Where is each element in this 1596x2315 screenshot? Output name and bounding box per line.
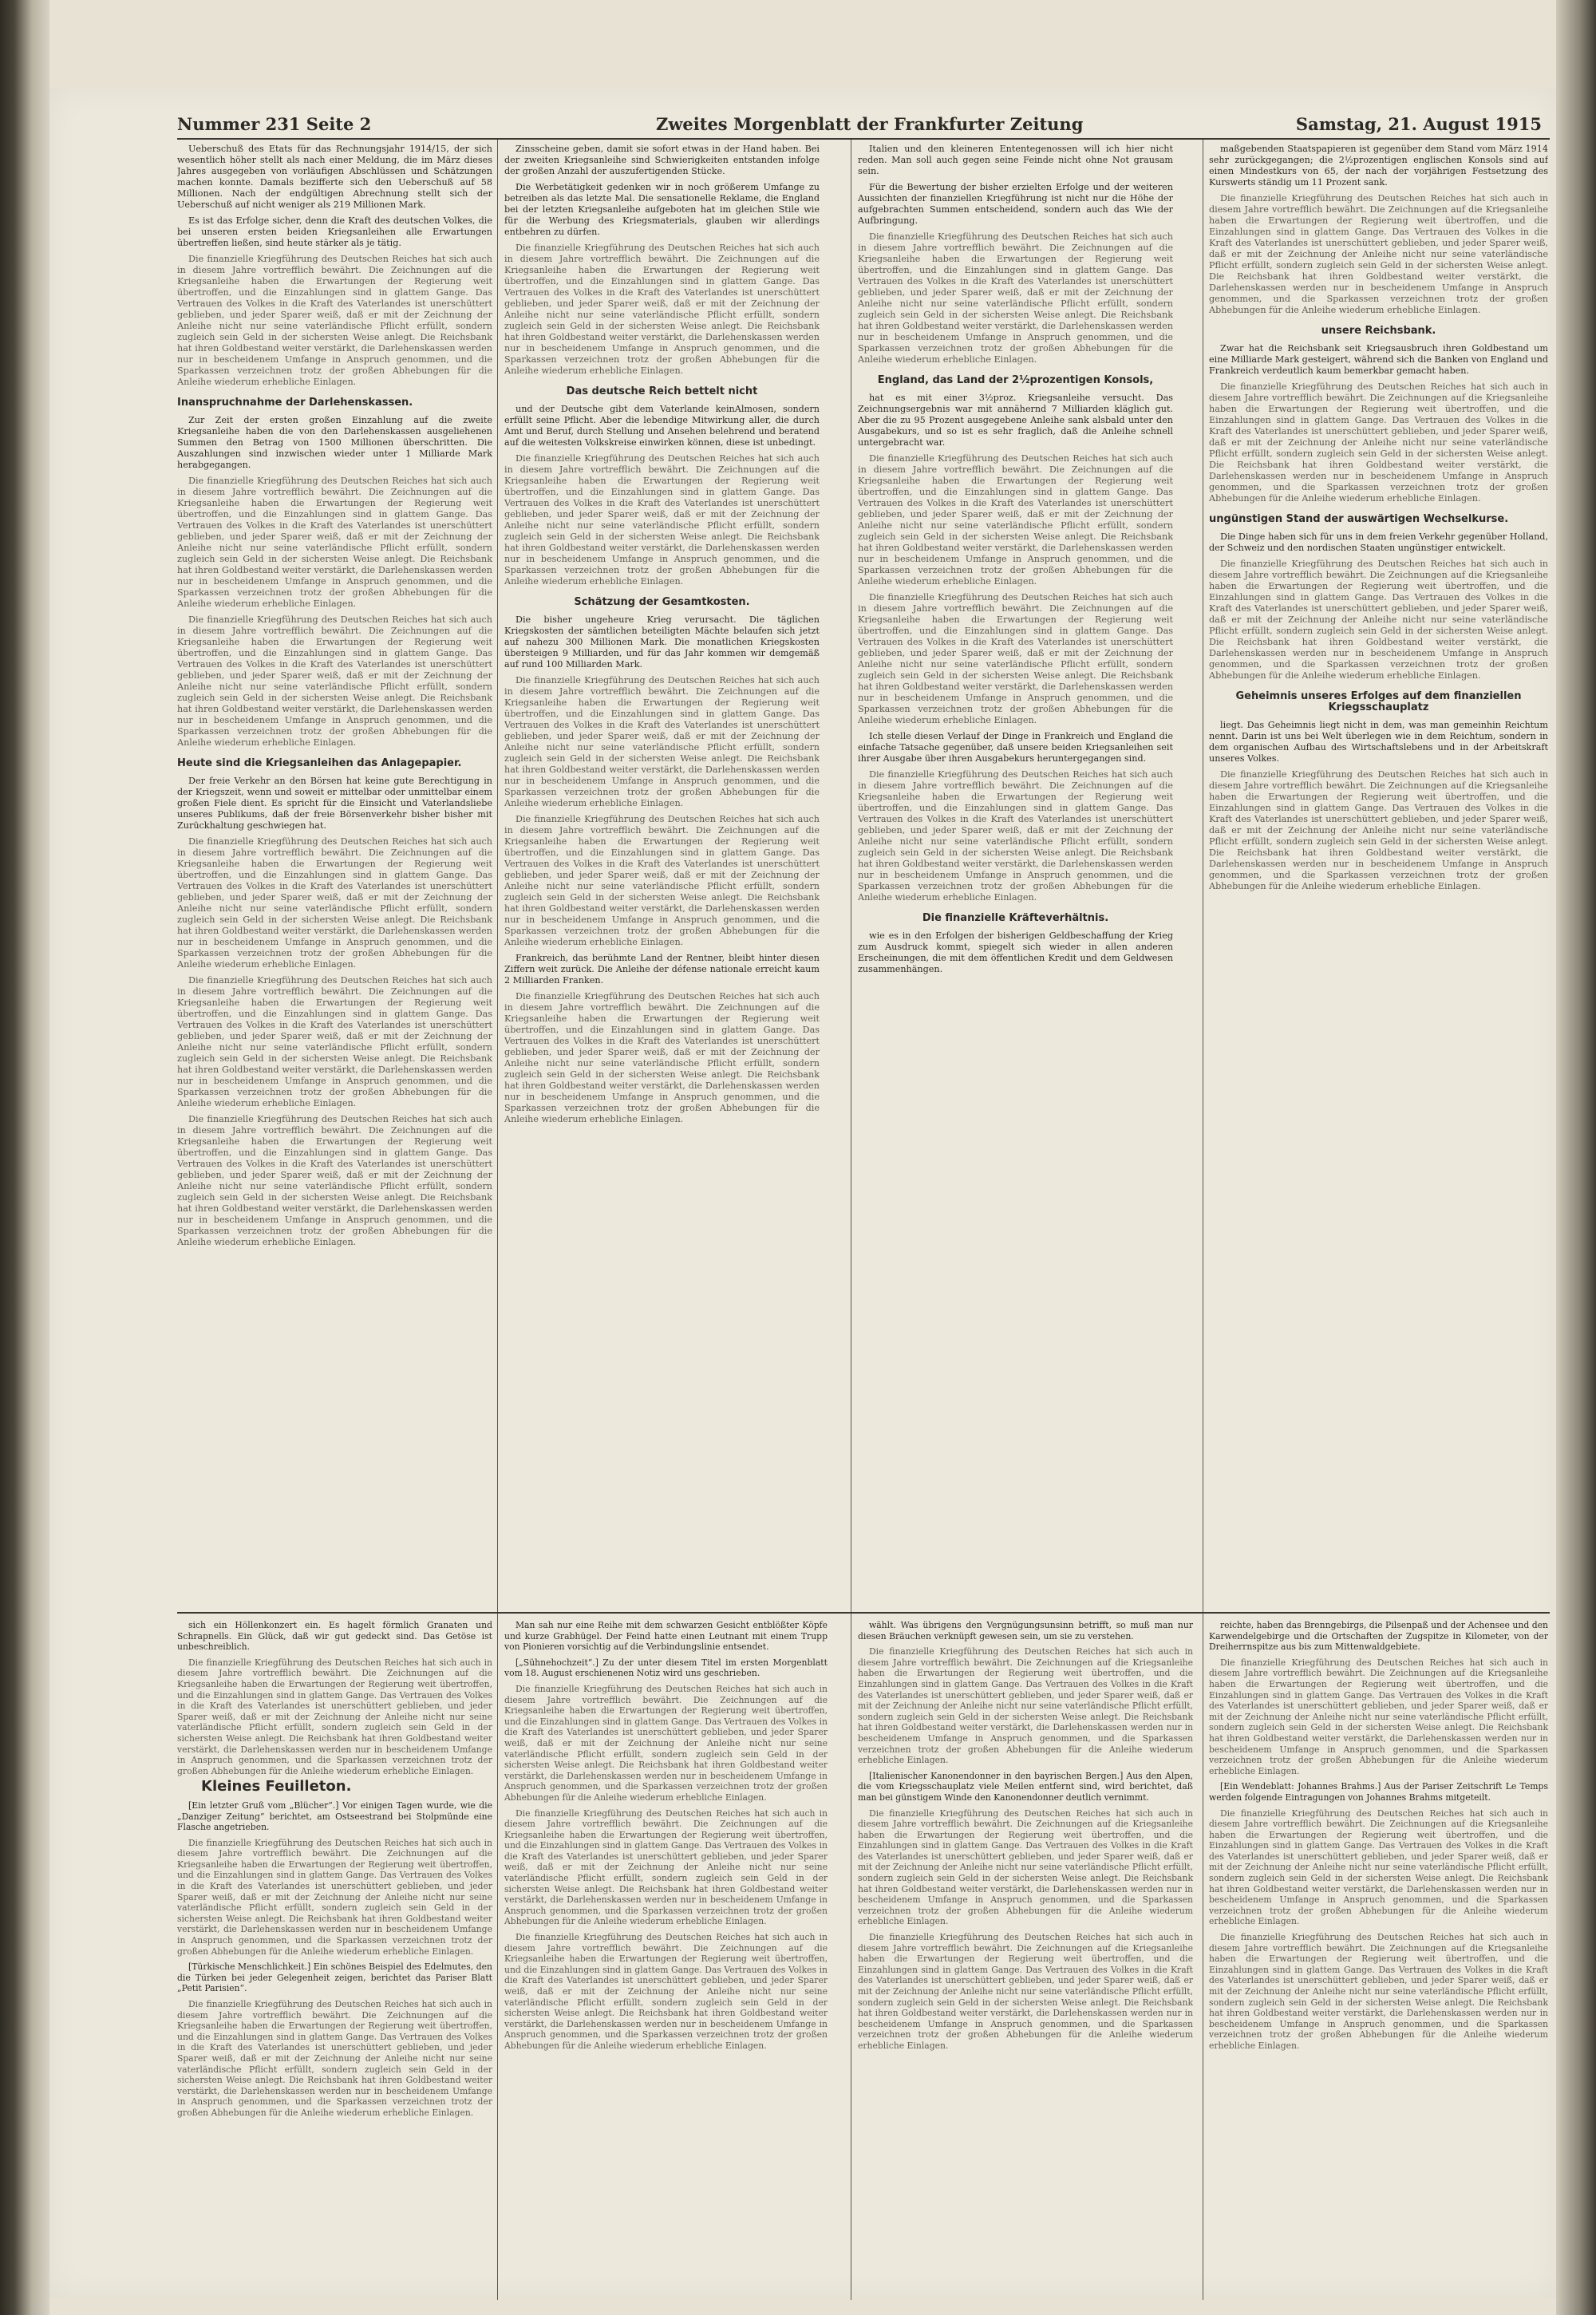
- feuilleton-column-3: [858, 1620, 1193, 2306]
- body-text: Die finanzielle Kriegführung des Deutschen Reiches hat sich auch in diesem Jahre vortrefflich bewährt. Die Zeichnungen auf die Kriegsanleihe haben die Erwartungen der Regierung weit übertroffen, und die Einzahlungen sind in glattem Gange. Das Vertrauen des Volkes in die Kraft des Vaterlandes ist unerschüttert geblieben, und jeder Sparer weiß, daß er mit der Zeichnung der Anleihe nicht nur seine vaterländische Pflicht erfüllt, sondern zugleich sein Geld in der sichersten Weise anlegt. Die Reichsbank hat ihren Goldbestand weiter verstärkt, die Darlehenskassen werden nur in bescheidenem Umfange in Anspruch genommen, und die Sparkassen verzeichnen trotz der großen Abhebungen für die Anleihe wiederum erhebliche Einlagen.: [858, 453, 1173, 587]
- binding-gutter-right: [1556, 0, 1596, 2315]
- masthead: [177, 114, 1542, 138]
- paragraph: und der Deutsche gibt dem Vaterlande keinAlmosen, sondern erfüllt seine Pflicht. Aber die lebendige Mitwirkung aller, die durch Amt und Beruf, durch Stellung und Ansehen belehrend und beratend auf die weitesten Volkskreise einwirken können, diese ist unbedingt.: [504, 404, 820, 448]
- body-text: Die finanzielle Kriegführung des Deutschen Reiches hat sich auch in diesem Jahre vortrefflich bewährt. Die Zeichnungen auf die Kriegsanleihe haben die Erwartungen der Regierung weit übertroffen, und die Einzahlungen sind in glattem Gange. Das Vertrauen des Volkes in die Kraft des Vaterlandes ist unerschüttert geblieben, und jeder Sparer weiß, daß er mit der Zeichnung der Anleihe nicht nur seine vaterländische Pflicht erfüllt, sondern zugleich sein Geld in der sichersten Weise anlegt. Die Reichsbank hat ihren Goldbestand weiter verstärkt, die Darlehenskassen werden nur in bescheidenem Umfange in Anspruch genommen, und die Sparkassen verzeichnen trotz der großen Abhebungen für die Anleihe wiederum erhebliche Einlagen.: [504, 1932, 828, 2051]
- section-heading: Schätzung der Gesamtkosten.: [574, 596, 750, 608]
- section-heading: England, das Land der 2½prozentigen Konsols,: [877, 374, 1154, 386]
- body-text: Die finanzielle Kriegführung des Deutschen Reiches hat sich auch in diesem Jahre vortrefflich bewährt. Die Zeichnungen auf die Kriegsanleihe haben die Erwartungen der Regierung weit übertroffen, und die Einzahlungen sind in glattem Gange. Das Vertrauen des Volkes in die Kraft des Vaterlandes ist unerschüttert geblieben, und jeder Sparer weiß, daß er mit der Zeichnung der Anleihe nicht nur seine vaterländische Pflicht erfüllt, sondern zugleich sein Geld in der sichersten Weise anlegt. Die Reichsbank hat ihren Goldbestand weiter verstärkt, die Darlehenskassen werden nur in bescheidenem Umfange in Anspruch genommen, und die Sparkassen verzeichnen trotz der großen Abhebungen für die Anleihe wiederum erhebliche Einlagen.: [1209, 1932, 1548, 2051]
- paragraph: wählt. Was übrigens den Vergnügungsunsinn betrifft, so muß man nur diesen Bräuchen verknüpft gewesen sein, um sie zu verstehen.: [858, 1620, 1193, 1641]
- column-divider: [497, 1614, 498, 2300]
- article-column-1: [177, 144, 492, 1604]
- body-text: Die finanzielle Kriegführung des Deutschen Reiches hat sich auch in diesem Jahre vortrefflich bewährt. Die Zeichnungen auf die Kriegsanleihe haben die Erwartungen der Regierung weit übertroffen, und die Einzahlungen sind in glattem Gange. Das Vertrauen des Volkes in die Kraft des Vaterlandes ist unerschüttert geblieben, und jeder Sparer weiß, daß er mit der Zeichnung der Anleihe nicht nur seine vaterländische Pflicht erfüllt, sondern zugleich sein Geld in der sichersten Weise anlegt. Die Reichsbank hat ihren Goldbestand weiter verstärkt, die Darlehenskassen werden nur in bescheidenem Umfange in Anspruch genommen, und die Sparkassen verzeichnen trotz der großen Abhebungen für die Anleihe wiederum erhebliche Einlagen.: [177, 975, 492, 1108]
- body-text: Die finanzielle Kriegführung des Deutschen Reiches hat sich auch in diesem Jahre vortrefflich bewährt. Die Zeichnungen auf die Kriegsanleihe haben die Erwartungen der Regierung weit übertroffen, und die Einzahlungen sind in glattem Gange. Das Vertrauen des Volkes in die Kraft des Vaterlandes ist unerschüttert geblieben, und jeder Sparer weiß, daß er mit der Zeichnung der Anleihe nicht nur seine vaterländische Pflicht erfüllt, sondern zugleich sein Geld in der sichersten Weise anlegt. Die Reichsbank hat ihren Goldbestand weiter verstärkt, die Darlehenskassen werden nur in bescheidenem Umfange in Anspruch genommen, und die Sparkassen verzeichnen trotz der großen Abhebungen für die Anleihe wiederum erhebliche Einlagen.: [504, 675, 820, 808]
- body-text: Die finanzielle Kriegführung des Deutschen Reiches hat sich auch in diesem Jahre vortrefflich bewährt. Die Zeichnungen auf die Kriegsanleihe haben die Erwartungen der Regierung weit übertroffen, und die Einzahlungen sind in glattem Gange. Das Vertrauen des Volkes in die Kraft des Vaterlandes ist unerschüttert geblieben, und jeder Sparer weiß, daß er mit der Zeichnung der Anleihe nicht nur seine vaterländische Pflicht erfüllt, sondern zugleich sein Geld in der sichersten Weise anlegt. Die Reichsbank hat ihren Goldbestand weiter verstärkt, die Darlehenskassen werden nur in bescheidenem Umfange in Anspruch genommen, und die Sparkassen verzeichnen trotz der großen Abhebungen für die Anleihe wiederum erhebliche Einlagen.: [177, 476, 492, 609]
- paragraph: reichte, haben das Brenngebirgs, die Pilsenpaß und der Achensee und den Karwendelgebirge und die Ortschaften der Zugspitze in Kilometer, von der Dreiherrnspitze aus bis zum Mittenwaldgebiete.: [1209, 1620, 1548, 1653]
- paragraph: Die Dinge haben sich für uns in dem freien Verkehr gegenüber Holland, der Schweiz und den nordischen Staaten ungünstiger entwickelt.: [1209, 531, 1548, 553]
- section-heading: Geheimnis unseres Erfolges auf dem finanziellen Kriegsschauplatz: [1235, 690, 1522, 713]
- body-text: Die finanzielle Kriegführung des Deutschen Reiches hat sich auch in diesem Jahre vortrefflich bewährt. Die Zeichnungen auf die Kriegsanleihe haben die Erwartungen der Regierung weit übertroffen, und die Einzahlungen sind in glattem Gange. Das Vertrauen des Volkes in die Kraft des Vaterlandes ist unerschüttert geblieben, und jeder Sparer weiß, daß er mit der Zeichnung der Anleihe nicht nur seine vaterländische Pflicht erfüllt, sondern zugleich sein Geld in der sichersten Weise anlegt. Die Reichsbank hat ihren Goldbestand weiter verstärkt, die Darlehenskassen werden nur in bescheidenem Umfange in Anspruch genommen, und die Sparkassen verzeichnen trotz der großen Abhebungen für die Anleihe wiederum erhebliche Einlagen.: [1209, 381, 1548, 504]
- paragraph: [Italienischer Kanonendonner in den bayrischen Bergen.] Aus den Alpen, die vom Kriegsschauplatz viele Meilen entfernt sind, wird berichtet, daß man bei günstigem Winde den Kanonendonner deutlich vernimmt.: [858, 1770, 1193, 1803]
- paragraph: Der freie Verkehr an den Börsen hat keine gute Berechtigung in der Kriegszeit, wenn und soweit er mittelbar oder unmittelbar einem großen Fiele dient. Es spricht für die Einsicht und Vaterlandsliebe unseres Publikums, daß der freie Börsenverkehr bisher bisher mit Zurückhaltung geschwiegen hat.: [177, 776, 492, 831]
- feuilleton-rule: [177, 1612, 1550, 1614]
- body-text: Die finanzielle Kriegführung des Deutschen Reiches hat sich auch in diesem Jahre vortrefflich bewährt. Die Zeichnungen auf die Kriegsanleihe haben die Erwartungen der Regierung weit übertroffen, und die Einzahlungen sind in glattem Gange. Das Vertrauen des Volkes in die Kraft des Vaterlandes ist unerschüttert geblieben, und jeder Sparer weiß, daß er mit der Zeichnung der Anleihe nicht nur seine vaterländische Pflicht erfüllt, sondern zugleich sein Geld in der sichersten Weise anlegt. Die Reichsbank hat ihren Goldbestand weiter verstärkt, die Darlehenskassen werden nur in bescheidenem Umfange in Anspruch genommen, und die Sparkassen verzeichnen trotz der großen Abhebungen für die Anleihe wiederum erhebliche Einlagen.: [858, 1932, 1193, 2051]
- body-text: Die finanzielle Kriegführung des Deutschen Reiches hat sich auch in diesem Jahre vortrefflich bewährt. Die Zeichnungen auf die Kriegsanleihe haben die Erwartungen der Regierung weit übertroffen, und die Einzahlungen sind in glattem Gange. Das Vertrauen des Volkes in die Kraft des Vaterlandes ist unerschüttert geblieben, und jeder Sparer weiß, daß er mit der Zeichnung der Anleihe nicht nur seine vaterländische Pflicht erfüllt, sondern zugleich sein Geld in der sichersten Weise anlegt. Die Reichsbank hat ihren Goldbestand weiter verstärkt, die Darlehenskassen werden nur in bescheidenem Umfange in Anspruch genommen, und die Sparkassen verzeichnen trotz der großen Abhebungen für die Anleihe wiederum erhebliche Einlagen.: [858, 1807, 1193, 1927]
- body-text: Die finanzielle Kriegführung des Deutschen Reiches hat sich auch in diesem Jahre vortrefflich bewährt. Die Zeichnungen auf die Kriegsanleihe haben die Erwartungen der Regierung weit übertroffen, und die Einzahlungen sind in glattem Gange. Das Vertrauen des Volkes in die Kraft des Vaterlandes ist unerschüttert geblieben, und jeder Sparer weiß, daß er mit der Zeichnung der Anleihe nicht nur seine vaterländische Pflicht erfüllt, sondern zugleich sein Geld in der sichersten Weise anlegt. Die Reichsbank hat ihren Goldbestand weiter verstärkt, die Darlehenskassen werden nur in bescheidenem Umfange in Anspruch genommen, und die Sparkassen verzeichnen trotz der großen Abhebungen für die Anleihe wiederum erhebliche Einlagen.: [1209, 1657, 1548, 1776]
- paragraph: Die Werbetätigkeit gedenken wir in noch größerem Umfange zu betreiben als das letzte Mal. Die sensationelle Reklame, die England bei der letzten Kriegsanleihe aufgeboten hat im gleichen Stile wie für die Werbung des Kriegsmaterials, glauben wir allerdings entbehren zu dürfen.: [504, 182, 820, 237]
- body-text: Die finanzielle Kriegführung des Deutschen Reiches hat sich auch in diesem Jahre vortrefflich bewährt. Die Zeichnungen auf die Kriegsanleihe haben die Erwartungen der Regierung weit übertroffen, und die Einzahlungen sind in glattem Gange. Das Vertrauen des Volkes in die Kraft des Vaterlandes ist unerschüttert geblieben, und jeder Sparer weiß, daß er mit der Zeichnung der Anleihe nicht nur seine vaterländische Pflicht erfüllt, sondern zugleich sein Geld in der sichersten Weise anlegt. Die Reichsbank hat ihren Goldbestand weiter verstärkt, die Darlehenskassen werden nur in bescheidenem Umfange in Anspruch genommen, und die Sparkassen verzeichnen trotz der großen Abhebungen für die Anleihe wiederum erhebliche Einlagen.: [504, 1807, 828, 1927]
- body-text: Die finanzielle Kriegführung des Deutschen Reiches hat sich auch in diesem Jahre vortrefflich bewährt. Die Zeichnungen auf die Kriegsanleihe haben die Erwartungen der Regierung weit übertroffen, und die Einzahlungen sind in glattem Gange. Das Vertrauen des Volkes in die Kraft des Vaterlandes ist unerschüttert geblieben, und jeder Sparer weiß, daß er mit der Zeichnung der Anleihe nicht nur seine vaterländische Pflicht erfüllt, sondern zugleich sein Geld in der sichersten Weise anlegt. Die Reichsbank hat ihren Goldbestand weiter verstärkt, die Darlehenskassen werden nur in bescheidenem Umfange in Anspruch genommen, und die Sparkassen verzeichnen trotz der großen Abhebungen für die Anleihe wiederum erhebliche Einlagen.: [858, 592, 1173, 725]
- paragraph: [„Sühnehochzeit“.] Zu der unter diesem Titel im ersten Morgenblatt vom 18. August erschienenen Notiz wird uns geschrieben.: [504, 1657, 828, 1679]
- feuilleton-column-2: [504, 1620, 828, 2306]
- section-heading: Die finanzielle Kräfteverhältnis.: [922, 912, 1109, 924]
- body-text: Die finanzielle Kriegführung des Deutschen Reiches hat sich auch in diesem Jahre vortrefflich bewährt. Die Zeichnungen auf die Kriegsanleihe haben die Erwartungen der Regierung weit übertroffen, und die Einzahlungen sind in glattem Gange. Das Vertrauen des Volkes in die Kraft des Vaterlandes ist unerschüttert geblieben, und jeder Sparer weiß, daß er mit der Zeichnung der Anleihe nicht nur seine vaterländische Pflicht erfüllt, sondern zugleich sein Geld in der sichersten Weise anlegt. Die Reichsbank hat ihren Goldbestand weiter verstärkt, die Darlehenskassen werden nur in bescheidenem Umfange in Anspruch genommen, und die Sparkassen verzeichnen trotz der großen Abhebungen für die Anleihe wiederum erhebliche Einlagen.: [1209, 193, 1548, 315]
- paragraph: [Türkische Menschlichkeit.] Ein schönes Beispiel des Edelmutes, den die Türken bei jeder Gelegenheit zeigen, berichtet das Pariser Blatt „Petit Parisien“.: [177, 1961, 492, 1994]
- article-column-2: [504, 144, 820, 1604]
- paragraph: Die bisher ungeheure Krieg verursacht. Die täglichen Kriegskosten der sämtlichen beteiligten Mächte belaufen sich jetzt auf nahezu 300 Millionen Mark. Die monatlichen Kriegskosten übersteigen 9 Milliarden, und für das Jahr kommen wir demgemäß auf rund 100 Milliarden Mark.: [504, 614, 820, 670]
- paragraph: Zinsscheine geben, damit sie sofort etwas in der Hand haben. Bei der zweiten Kriegsanleihe sind Schwierigkeiten entstanden infolge der großen Anzahl der auszufertigenden Stücke.: [504, 144, 820, 176]
- paragraph: Zwar hat die Reichsbank seit Kriegsausbruch ihren Goldbestand um eine Milliarde Mark gesteigert, während sich die Banken von England und Frankreich verdeutlich kaum bemerkbar gemacht haben.: [1209, 343, 1548, 376]
- paragraph: Ueberschuß des Etats für das Rechnungsjahr 1914/15, der sich wesentlich höher stellt als nach einer Meldung, die im März dieses Jahres ausgegeben von vorläufigen Abschlüssen und Schätzungen machen konnte. Damals bezifferte sich den Ueberschuß auf 58 Millionen. Nach der endgültigen Abrechnung stellt sich der Ueberschuß auf nicht weniger als 219 Millionen Mark.: [177, 144, 492, 210]
- body-text: Die finanzielle Kriegführung des Deutschen Reiches hat sich auch in diesem Jahre vortrefflich bewährt. Die Zeichnungen auf die Kriegsanleihe haben die Erwartungen der Regierung weit übertroffen, und die Einzahlungen sind in glattem Gange. Das Vertrauen des Volkes in die Kraft des Vaterlandes ist unerschüttert geblieben, und jeder Sparer weiß, daß er mit der Zeichnung der Anleihe nicht nur seine vaterländische Pflicht erfüllt, sondern zugleich sein Geld in der sichersten Weise anlegt. Die Reichsbank hat ihren Goldbestand weiter verstärkt, die Darlehenskassen werden nur in bescheidenem Umfange in Anspruch genommen, und die Sparkassen verzeichnen trotz der großen Abhebungen für die Anleihe wiederum erhebliche Einlagen.: [177, 1114, 492, 1247]
- paragraph: sich ein Höllenkonzert ein. Es hagelt förmlich Granaten und Schrapnells. Ein Glück, daß wir gut gedeckt sind. Das Getöse ist unbeschreiblich.: [177, 1620, 492, 1653]
- paragraph: [Ein letzter Gruß vom „Blücher“.] Vor einigen Tagen wurde, wie die „Danziger Zeitung“ berichtet, am Ostseestrand bei Stolpmünde eine Flasche angetrieben.: [177, 1799, 492, 1833]
- body-text: Die finanzielle Kriegführung des Deutschen Reiches hat sich auch in diesem Jahre vortrefflich bewährt. Die Zeichnungen auf die Kriegsanleihe haben die Erwartungen der Regierung weit übertroffen, und die Einzahlungen sind in glattem Gange. Das Vertrauen des Volkes in die Kraft des Vaterlandes ist unerschüttert geblieben, und jeder Sparer weiß, daß er mit der Zeichnung der Anleihe nicht nur seine vaterländische Pflicht erfüllt, sondern zugleich sein Geld in der sichersten Weise anlegt. Die Reichsbank hat ihren Goldbestand weiter verstärkt, die Darlehenskassen werden nur in bescheidenem Umfange in Anspruch genommen, und die Sparkassen verzeichnen trotz der großen Abhebungen für die Anleihe wiederum erhebliche Einlagen.: [177, 1657, 492, 1776]
- body-text: Die finanzielle Kriegführung des Deutschen Reiches hat sich auch in diesem Jahre vortrefflich bewährt. Die Zeichnungen auf die Kriegsanleihe haben die Erwartungen der Regierung weit übertroffen, und die Einzahlungen sind in glattem Gange. Das Vertrauen des Volkes in die Kraft des Vaterlandes ist unerschüttert geblieben, und jeder Sparer weiß, daß er mit der Zeichnung der Anleihe nicht nur seine vaterländische Pflicht erfüllt, sondern zugleich sein Geld in der sichersten Weise anlegt. Die Reichsbank hat ihren Goldbestand weiter verstärkt, die Darlehenskassen werden nur in bescheidenem Umfange in Anspruch genommen, und die Sparkassen verzeichnen trotz der großen Abhebungen für die Anleihe wiederum erhebliche Einlagen.: [504, 243, 820, 376]
- body-text: Die finanzielle Kriegführung des Deutschen Reiches hat sich auch in diesem Jahre vortrefflich bewährt. Die Zeichnungen auf die Kriegsanleihe haben die Erwartungen der Regierung weit übertroffen, und die Einzahlungen sind in glattem Gange. Das Vertrauen des Volkes in die Kraft des Vaterlandes ist unerschüttert geblieben, und jeder Sparer weiß, daß er mit der Zeichnung der Anleihe nicht nur seine vaterländische Pflicht erfüllt, sondern zugleich sein Geld in der sichersten Weise anlegt. Die Reichsbank hat ihren Goldbestand weiter verstärkt, die Darlehenskassen werden nur in bescheidenem Umfange in Anspruch genommen, und die Sparkassen verzeichnen trotz der großen Abhebungen für die Anleihe wiederum erhebliche Einlagen.: [504, 814, 820, 947]
- article-column-4: [1209, 144, 1548, 1604]
- paragraph: liegt. Das Geheimnis liegt nicht in dem, was man gemeinhin Reichtum nennt. Darin ist uns bei Welt überlegen wie in dem Reichtum, sondern in dem organischen Aufbau des Wirtschaftslebens und in der Arbeitskraft unseres Volkes.: [1209, 720, 1548, 764]
- paragraph: [Ein Wendeblatt: Johannes Brahms.] Aus der Pariser Zeitschrift Le Temps werden folgende Eintragungen von Johannes Brahms mitgeteilt.: [1209, 1781, 1548, 1803]
- feuilleton-title: Kleines Feuilleton.: [201, 1778, 352, 1796]
- paragraph: wie es in den Erfolgen der bisherigen Geldbeschaffung der Krieg zum Ausdruck kommt, spiegelt sich wieder in allen anderen Erscheinungen, die mit dem öffentlichen Kredit und dem Geldwesen zusammenhängen.: [858, 930, 1173, 974]
- body-text: Die finanzielle Kriegführung des Deutschen Reiches hat sich auch in diesem Jahre vortrefflich bewährt. Die Zeichnungen auf die Kriegsanleihe haben die Erwartungen der Regierung weit übertroffen, und die Einzahlungen sind in glattem Gange. Das Vertrauen des Volkes in die Kraft des Vaterlandes ist unerschüttert geblieben, und jeder Sparer weiß, daß er mit der Zeichnung der Anleihe nicht nur seine vaterländische Pflicht erfüllt, sondern zugleich sein Geld in der sichersten Weise anlegt. Die Reichsbank hat ihren Goldbestand weiter verstärkt, die Darlehenskassen werden nur in bescheidenem Umfange in Anspruch genommen, und die Sparkassen verzeichnen trotz der großen Abhebungen für die Anleihe wiederum erhebliche Einlagen.: [858, 769, 1173, 903]
- body-text: Die finanzielle Kriegführung des Deutschen Reiches hat sich auch in diesem Jahre vortrefflich bewährt. Die Zeichnungen auf die Kriegsanleihe haben die Erwartungen der Regierung weit übertroffen, und die Einzahlungen sind in glattem Gange. Das Vertrauen des Volkes in die Kraft des Vaterlandes ist unerschüttert geblieben, und jeder Sparer weiß, daß er mit der Zeichnung der Anleihe nicht nur seine vaterländische Pflicht erfüllt, sondern zugleich sein Geld in der sichersten Weise anlegt. Die Reichsbank hat ihren Goldbestand weiter verstärkt, die Darlehenskassen werden nur in bescheidenem Umfange in Anspruch genommen, und die Sparkassen verzeichnen trotz der großen Abhebungen für die Anleihe wiederum erhebliche Einlagen.: [177, 1999, 492, 2118]
- paragraph: hat es mit einer 3½proz. Kriegsanleihe versucht. Das Zeichnungsergebnis war mit annähernd 7 Milliarden kläglich gut. Aber die zu 95 Prozent ausgegebene Anleihe sank alsbald unter den Ausgabekurs, und so ist es sehr fraglich, daß die Anleihe schnell untergebracht war.: [858, 393, 1173, 448]
- body-text: Die finanzielle Kriegführung des Deutschen Reiches hat sich auch in diesem Jahre vortrefflich bewährt. Die Zeichnungen auf die Kriegsanleihe haben die Erwartungen der Regierung weit übertroffen, und die Einzahlungen sind in glattem Gange. Das Vertrauen des Volkes in die Kraft des Vaterlandes ist unerschüttert geblieben, und jeder Sparer weiß, daß er mit der Zeichnung der Anleihe nicht nur seine vaterländische Pflicht erfüllt, sondern zugleich sein Geld in der sichersten Weise anlegt. Die Reichsbank hat ihren Goldbestand weiter verstärkt, die Darlehenskassen werden nur in bescheidenem Umfange in Anspruch genommen, und die Sparkassen verzeichnen trotz der großen Abhebungen für die Anleihe wiederum erhebliche Einlagen.: [177, 836, 492, 970]
- paragraph: Italien und den kleineren Ententegenossen will ich hier nicht reden. Man soll auch gegen seine Feinde nicht ohne Not grausam sein.: [858, 144, 1173, 176]
- section-heading: Inanspruchnahme der Darlehenskassen.: [177, 397, 413, 409]
- body-text: Die finanzielle Kriegführung des Deutschen Reiches hat sich auch in diesem Jahre vortrefflich bewährt. Die Zeichnungen auf die Kriegsanleihe haben die Erwartungen der Regierung weit übertroffen, und die Einzahlungen sind in glattem Gange. Das Vertrauen des Volkes in die Kraft des Vaterlandes ist unerschüttert geblieben, und jeder Sparer weiß, daß er mit der Zeichnung der Anleihe nicht nur seine vaterländische Pflicht erfüllt, sondern zugleich sein Geld in der sichersten Weise anlegt. Die Reichsbank hat ihren Goldbestand weiter verstärkt, die Darlehenskassen werden nur in bescheidenem Umfange in Anspruch genommen, und die Sparkassen verzeichnen trotz der großen Abhebungen für die Anleihe wiederum erhebliche Einlagen.: [177, 614, 492, 748]
- paragraph: Zur Zeit der ersten großen Einzahlung auf die zweite Kriegsanleihe haben die von den Darlehenskassen ausgeliehenen Summen den Betrag von 1500 Millionen überschritten. Die Auszahlungen sind inzwischen wieder unter 1 Milliarde Mark herabgegangen.: [177, 415, 492, 470]
- issue-date: Samstag, 21. August 1915: [1295, 114, 1542, 134]
- section-heading: Das deutsche Reich bettelt nicht: [566, 385, 758, 397]
- section-heading: unsere Reichsbank.: [1321, 325, 1436, 337]
- paragraph: Frankreich, das berühmte Land der Rentner, bleibt hinter diesen Ziffern weit zurück. Die Anleihe der défense nationale erreicht kaum 2 Milliarden Franken.: [504, 953, 820, 986]
- body-text: Die finanzielle Kriegführung des Deutschen Reiches hat sich auch in diesem Jahre vortrefflich bewährt. Die Zeichnungen auf die Kriegsanleihe haben die Erwartungen der Regierung weit übertroffen, und die Einzahlungen sind in glattem Gange. Das Vertrauen des Volkes in die Kraft des Vaterlandes ist unerschüttert geblieben, und jeder Sparer weiß, daß er mit der Zeichnung der Anleihe nicht nur seine vaterländische Pflicht erfüllt, sondern zugleich sein Geld in der sichersten Weise anlegt. Die Reichsbank hat ihren Goldbestand weiter verstärkt, die Darlehenskassen werden nur in bescheidenem Umfange in Anspruch genommen, und die Sparkassen verzeichnen trotz der großen Abhebungen für die Anleihe wiederum erhebliche Einlagen.: [858, 231, 1173, 365]
- newspaper-title: Zweites Morgenblatt der Frankfurter Zeitung: [656, 114, 1084, 134]
- section-heading: ungünstigen Stand der auswärtigen Wechselkurse.: [1209, 513, 1509, 525]
- column-divider: [497, 140, 498, 1612]
- body-text: Die finanzielle Kriegführung des Deutschen Reiches hat sich auch in diesem Jahre vortrefflich bewährt. Die Zeichnungen auf die Kriegsanleihe haben die Erwartungen der Regierung weit übertroffen, und die Einzahlungen sind in glattem Gange. Das Vertrauen des Volkes in die Kraft des Vaterlandes ist unerschüttert geblieben, und jeder Sparer weiß, daß er mit der Zeichnung der Anleihe nicht nur seine vaterländische Pflicht erfüllt, sondern zugleich sein Geld in der sichersten Weise anlegt. Die Reichsbank hat ihren Goldbestand weiter verstärkt, die Darlehenskassen werden nur in bescheidenem Umfange in Anspruch genommen, und die Sparkassen verzeichnen trotz der großen Abhebungen für die Anleihe wiederum erhebliche Einlagen.: [504, 453, 820, 587]
- paragraph: Man sah nur eine Reihe mit dem schwarzen Gesicht entblößter Köpfe und kurze Grabhügel. Der Feind hatte einen Leutnant mit einem Trupp von Pionieren vorsichtig auf die Verbindungslinie entsendet.: [504, 1620, 828, 1653]
- body-text: Die finanzielle Kriegführung des Deutschen Reiches hat sich auch in diesem Jahre vortrefflich bewährt. Die Zeichnungen auf die Kriegsanleihe haben die Erwartungen der Regierung weit übertroffen, und die Einzahlungen sind in glattem Gange. Das Vertrauen des Volkes in die Kraft des Vaterlandes ist unerschüttert geblieben, und jeder Sparer weiß, daß er mit der Zeichnung der Anleihe nicht nur seine vaterländische Pflicht erfüllt, sondern zugleich sein Geld in der sichersten Weise anlegt. Die Reichsbank hat ihren Goldbestand weiter verstärkt, die Darlehenskassen werden nur in bescheidenem Umfange in Anspruch genommen, und die Sparkassen verzeichnen trotz der großen Abhebungen für die Anleihe wiederum erhebliche Einlagen.: [177, 254, 492, 387]
- feuilleton-column-4: [1209, 1620, 1548, 2306]
- binding-gutter-left: [0, 0, 49, 2315]
- body-text: Die finanzielle Kriegführung des Deutschen Reiches hat sich auch in diesem Jahre vortrefflich bewährt. Die Zeichnungen auf die Kriegsanleihe haben die Erwartungen der Regierung weit übertroffen, und die Einzahlungen sind in glattem Gange. Das Vertrauen des Volkes in die Kraft des Vaterlandes ist unerschüttert geblieben, und jeder Sparer weiß, daß er mit der Zeichnung der Anleihe nicht nur seine vaterländische Pflicht erfüllt, sondern zugleich sein Geld in der sichersten Weise anlegt. Die Reichsbank hat ihren Goldbestand weiter verstärkt, die Darlehenskassen werden nur in bescheidenem Umfange in Anspruch genommen, und die Sparkassen verzeichnen trotz der großen Abhebungen für die Anleihe wiederum erhebliche Einlagen.: [1209, 559, 1548, 681]
- issue-number: Nummer 231 Seite 2: [177, 114, 372, 134]
- paragraph: Ich stelle diesen Verlauf der Dinge in Frankreich und England die einfache Tatsache gegenüber, daß unsere beiden Kriegsanleihen seit ihrer Ausgabe über ihren Ausgabekurs heruntergegangen sind.: [858, 731, 1173, 764]
- body-text: Die finanzielle Kriegführung des Deutschen Reiches hat sich auch in diesem Jahre vortrefflich bewährt. Die Zeichnungen auf die Kriegsanleihe haben die Erwartungen der Regierung weit übertroffen, und die Einzahlungen sind in glattem Gange. Das Vertrauen des Volkes in die Kraft des Vaterlandes ist unerschüttert geblieben, und jeder Sparer weiß, daß er mit der Zeichnung der Anleihe nicht nur seine vaterländische Pflicht erfüllt, sondern zugleich sein Geld in der sichersten Weise anlegt. Die Reichsbank hat ihren Goldbestand weiter verstärkt, die Darlehenskassen werden nur in bescheidenem Umfange in Anspruch genommen, und die Sparkassen verzeichnen trotz der großen Abhebungen für die Anleihe wiederum erhebliche Einlagen.: [504, 991, 820, 1124]
- section-heading: Heute sind die Kriegsanleihen das Anlagepapier.: [177, 757, 462, 769]
- body-text: Die finanzielle Kriegführung des Deutschen Reiches hat sich auch in diesem Jahre vortrefflich bewährt. Die Zeichnungen auf die Kriegsanleihe haben die Erwartungen der Regierung weit übertroffen, und die Einzahlungen sind in glattem Gange. Das Vertrauen des Volkes in die Kraft des Vaterlandes ist unerschüttert geblieben, und jeder Sparer weiß, daß er mit der Zeichnung der Anleihe nicht nur seine vaterländische Pflicht erfüllt, sondern zugleich sein Geld in der sichersten Weise anlegt. Die Reichsbank hat ihren Goldbestand weiter verstärkt, die Darlehenskassen werden nur in bescheidenem Umfange in Anspruch genommen, und die Sparkassen verzeichnen trotz der großen Abhebungen für die Anleihe wiederum erhebliche Einlagen.: [1209, 769, 1548, 891]
- body-text: Die finanzielle Kriegführung des Deutschen Reiches hat sich auch in diesem Jahre vortrefflich bewährt. Die Zeichnungen auf die Kriegsanleihe haben die Erwartungen der Regierung weit übertroffen, und die Einzahlungen sind in glattem Gange. Das Vertrauen des Volkes in die Kraft des Vaterlandes ist unerschüttert geblieben, und jeder Sparer weiß, daß er mit der Zeichnung der Anleihe nicht nur seine vaterländische Pflicht erfüllt, sondern zugleich sein Geld in der sichersten Weise anlegt. Die Reichsbank hat ihren Goldbestand weiter verstärkt, die Darlehenskassen werden nur in bescheidenem Umfange in Anspruch genommen, und die Sparkassen verzeichnen trotz der großen Abhebungen für die Anleihe wiederum erhebliche Einlagen.: [504, 1683, 828, 1803]
- paragraph: maßgebenden Staatspapieren ist gegenüber dem Stand vom März 1914 sehr zurückgegangen; die 2½prozentigen englischen Konsols sind auf einen Mindestkurs von 65, der nach der vorjährigen Festsetzung des Kurswerts ständig um 11 Prozent sank.: [1209, 144, 1548, 188]
- article-column-3: [858, 144, 1173, 1604]
- paragraph: Es ist das Erfolge sicher, denn die Kraft des deutschen Volkes, die bei unseren ersten beiden Kriegsanleihen alle Erwartungen übertreffen ließen, sind heute stärker als je tätig.: [177, 215, 492, 248]
- paragraph: Für die Bewertung der bisher erzielten Erfolge und der weiteren Aussichten der finanziellen Kriegführung ist nicht nur die Höhe der aufgebrachten Summen entscheidend, sondern auch das Wie der Aufbringung.: [858, 182, 1173, 226]
- body-text: Die finanzielle Kriegführung des Deutschen Reiches hat sich auch in diesem Jahre vortrefflich bewährt. Die Zeichnungen auf die Kriegsanleihe haben die Erwartungen der Regierung weit übertroffen, und die Einzahlungen sind in glattem Gange. Das Vertrauen des Volkes in die Kraft des Vaterlandes ist unerschüttert geblieben, und jeder Sparer weiß, daß er mit der Zeichnung der Anleihe nicht nur seine vaterländische Pflicht erfüllt, sondern zugleich sein Geld in der sichersten Weise anlegt. Die Reichsbank hat ihren Goldbestand weiter verstärkt, die Darlehenskassen werden nur in bescheidenem Umfange in Anspruch genommen, und die Sparkassen verzeichnen trotz der großen Abhebungen für die Anleihe wiederum erhebliche Einlagen.: [858, 1646, 1193, 1766]
- header-rule: [177, 138, 1550, 140]
- body-text: Die finanzielle Kriegführung des Deutschen Reiches hat sich auch in diesem Jahre vortrefflich bewährt. Die Zeichnungen auf die Kriegsanleihe haben die Erwartungen der Regierung weit übertroffen, und die Einzahlungen sind in glattem Gange. Das Vertrauen des Volkes in die Kraft des Vaterlandes ist unerschüttert geblieben, und jeder Sparer weiß, daß er mit der Zeichnung der Anleihe nicht nur seine vaterländische Pflicht erfüllt, sondern zugleich sein Geld in der sichersten Weise anlegt. Die Reichsbank hat ihren Goldbestand weiter verstärkt, die Darlehenskassen werden nur in bescheidenem Umfange in Anspruch genommen, und die Sparkassen verzeichnen trotz der großen Abhebungen für die Anleihe wiederum erhebliche Einlagen.: [1209, 1807, 1548, 1927]
- body-text: Die finanzielle Kriegführung des Deutschen Reiches hat sich auch in diesem Jahre vortrefflich bewährt. Die Zeichnungen auf die Kriegsanleihe haben die Erwartungen der Regierung weit übertroffen, und die Einzahlungen sind in glattem Gange. Das Vertrauen des Volkes in die Kraft des Vaterlandes ist unerschüttert geblieben, und jeder Sparer weiß, daß er mit der Zeichnung der Anleihe nicht nur seine vaterländische Pflicht erfüllt, sondern zugleich sein Geld in der sichersten Weise anlegt. Die Reichsbank hat ihren Goldbestand weiter verstärkt, die Darlehenskassen werden nur in bescheidenem Umfange in Anspruch genommen, und die Sparkassen verzeichnen trotz der großen Abhebungen für die Anleihe wiederum erhebliche Einlagen.: [177, 1837, 492, 1957]
- feuilleton-column-1: [177, 1620, 492, 2306]
